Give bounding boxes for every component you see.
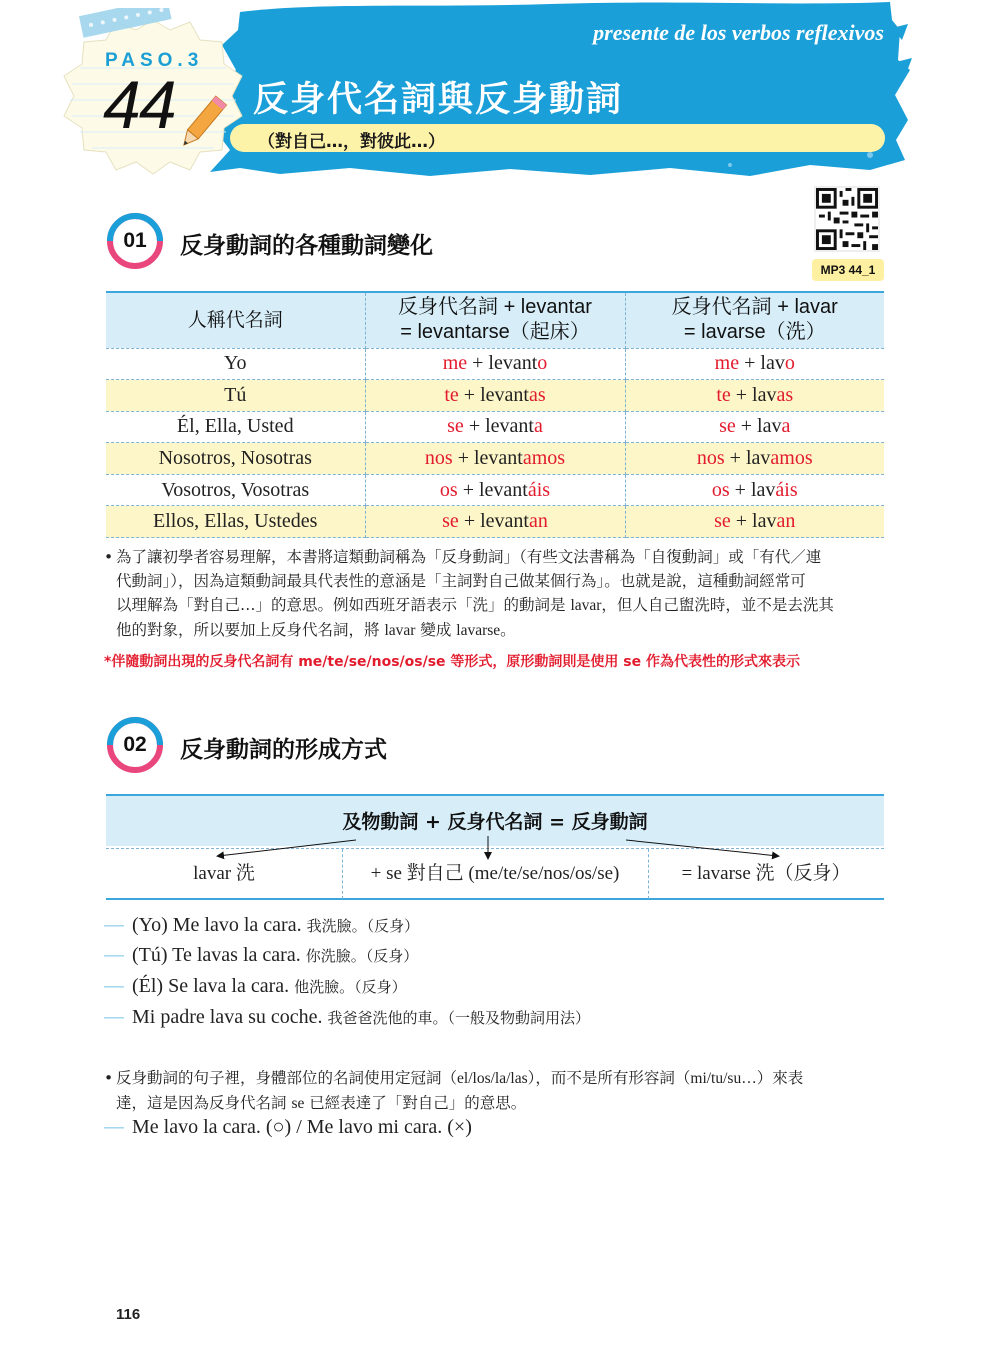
table-row [106,443,884,475]
example-spanish: (Yo) Me lavo la cara. [132,914,302,936]
table-row [106,411,884,443]
table-header-row [106,292,884,348]
paso-label: PASO.3 [105,50,204,71]
levantarse-cell [365,411,625,443]
levantarse-cell [365,474,625,506]
formula-cell-result: = lavarse 洗（反身） [681,863,851,884]
header-lavarse-line1: 反身代名詞 + lavar [671,296,838,319]
page-number: 116 [116,1306,141,1323]
reflexive-pronoun: me [442,352,468,375]
person-cell: Ellos, Ellas, Ustedes [106,506,365,538]
example-sentence [104,1006,590,1029]
section-title: 反身動詞的形成方式 [180,737,387,763]
header-levantarse [365,292,625,348]
example-chinese: 我爸爸洗他的車。（一般及物動詞用法） [327,1009,590,1027]
note-line [104,618,904,643]
note-term: lavarse [456,622,501,639]
verb-stem: + levant [463,415,534,438]
verb-ending: o [784,352,795,375]
verb-ending: áis [775,478,798,501]
person-cell: Nosotros, Nosotras [106,443,365,475]
note-term: mi/tu/su… [690,1070,757,1087]
lavarse-cell [625,443,884,475]
note-text: ，但人自己盥洗時，並不是去洗其 [601,596,834,614]
explanation-note [104,545,904,643]
lavarse-cell [625,411,884,443]
red-footnote: *伴隨動詞出現的反身代名詞有 me/te/se/nos/os/se 等形式，原形動詞則是使用 se 作為代表性的形式來表示 [104,654,801,670]
section-number: 01 [123,229,147,252]
verb-stem: + levant [458,383,529,406]
lesson-number: 44 [103,67,175,143]
note-text: 。 [500,621,516,639]
dash: — [104,1116,124,1138]
verb-ending: an [776,510,796,533]
reflexive-pronoun: nos [424,447,453,470]
verb-ending: amos [770,447,813,470]
header-levantarse-line1: 反身代名詞 + levantar [398,296,592,319]
verb-ending: a [533,415,543,438]
verb-stem: + levant [457,478,528,501]
note-text: 變成 [415,621,457,639]
conjugation-table [106,291,884,538]
dash: — [104,975,124,997]
reflexive-pronoun: me [714,352,740,375]
verb-stem: + levant [452,447,523,470]
example-spanish: (Él) Se lava la cara. [132,975,290,997]
section-title: 反身動詞的各種動詞變化 [180,233,433,259]
verb-stem: + lav [739,352,785,375]
lavarse-cell [625,380,884,412]
note-term: lavar [384,622,416,639]
reflexive-pronoun: os [711,478,730,501]
levantarse-cell [365,443,625,475]
dash: — [104,1006,124,1028]
verb-ending: an [528,510,548,533]
note-line [104,593,904,618]
bullet: • [104,1069,114,1087]
page-tagline: （對自己…，對彼此…） [258,132,445,152]
note-text: 以理解為「對自己…」的意思。例如西班牙語表示「洗」的動詞是 [116,596,571,614]
table-row [106,348,884,380]
example-sentence [104,914,419,937]
reflexive-pronoun: se [719,415,736,438]
note-term: se [291,1095,305,1112]
table-row [106,506,884,538]
reflexive-pronoun: te [444,383,459,406]
table-row [106,474,884,506]
pencil-icon [172,92,232,158]
levantarse-cell [365,506,625,538]
verb-stem: + lav [724,447,771,470]
lavarse-cell [625,348,884,380]
header-person: 人稱代名詞 [106,292,365,348]
formula-cell-pronoun: + se 對自己 (me/te/se/nos/os/se) [370,863,620,884]
final-example [104,1116,472,1139]
person-cell: Yo [106,348,365,380]
note-text: ）來表 [756,1069,804,1087]
note-line: 代動詞」），因為這類動詞最具代表性的意涵是「主詞對自己做某個行為」。也就是說，這種動詞經常可 [116,572,806,590]
note-text: 反身動詞的句子裡，身體部位的名詞使用定冠詞（ [116,1069,458,1087]
levantarse-cell [365,348,625,380]
reflexive-pronoun: te [716,383,731,406]
dash: — [104,914,124,936]
reflexive-pronoun: se [447,415,464,438]
header-levantarse-line2: = levantarse（起床） [400,321,590,344]
verb-stem: + lav [730,383,777,406]
verb-ending: o [537,352,548,375]
person-cell: Tú [106,380,365,412]
note-text: 已經表達了「對自己」的意思。 [304,1094,527,1112]
verb-stem: + levant [467,352,538,375]
example-spanish: (Tú) Te lavas la cara. [132,944,301,966]
example-spanish: Me lavo la cara. (○) / Me lavo mi cara. (×) [132,1116,472,1138]
mp3-track-label[interactable]: MP3 44_1 [812,259,884,281]
note-line [104,1091,904,1116]
example-chinese: 他洗臉。（反身） [294,978,407,996]
reflexive-pronoun: se [714,510,731,533]
verb-ending: áis [527,478,551,501]
example-sentence [104,975,407,998]
verb-stem: + lav [729,478,776,501]
verb-stem: + lav [730,510,777,533]
verb-ending: amos [522,447,566,470]
example-sentence [104,944,418,967]
note-line [104,1066,904,1091]
example-chinese: 我洗臉。（反身） [306,917,420,935]
note-term: lavar [570,597,602,614]
verb-stem: + levant [458,510,529,533]
note-text: ），而不是所有形容詞（ [527,1069,691,1087]
reflexive-pronoun: nos [696,447,725,470]
formula-header: 及物動詞 + 反身代名詞 = 反身動詞 [106,794,884,846]
header-subtitle: presente de los verbos reflexivos [593,20,884,45]
levantarse-cell [365,380,625,412]
bullet: • [104,548,114,566]
formula-cell-verb: lavar 洗 [193,863,255,884]
table-row [106,380,884,412]
note-line: 為了讓初學者容易理解，本書將這類動詞稱為「反身動詞」（有些文法書稱為「自復動詞」或「有代／連 [116,548,822,566]
verb-ending: as [776,383,794,406]
verb-ending: a [781,415,791,438]
reflexive-pronoun: os [439,478,458,501]
example-chinese: 你洗臉。（反身） [305,947,419,965]
header-lavarse [625,292,884,348]
reflexive-pronoun: se [442,510,459,533]
example-spanish: Mi padre lava su coche. [132,1006,323,1028]
page-title: 反身代名詞與反身動詞 [253,80,624,120]
lavarse-cell [625,474,884,506]
header-lavarse-line2: = lavarse（洗） [683,321,826,344]
person-cell: Él, Ella, Usted [106,411,365,443]
section-number: 02 [123,733,147,756]
verb-ending: as [528,383,546,406]
qr-code-icon [814,186,880,252]
explanation-note [104,1066,904,1116]
note-text: 他的對象，所以要加上反身代名詞，將 [116,621,385,639]
note-term: el/los/la/las [457,1070,528,1087]
lavarse-cell [625,506,884,538]
verb-stem: + lav [735,415,782,438]
note-text: 達，這是因為反身代名詞 [116,1094,292,1112]
person-cell: Vosotros, Vosotras [106,474,365,506]
dash: — [104,944,124,966]
formula-arrows-icon [106,834,884,862]
